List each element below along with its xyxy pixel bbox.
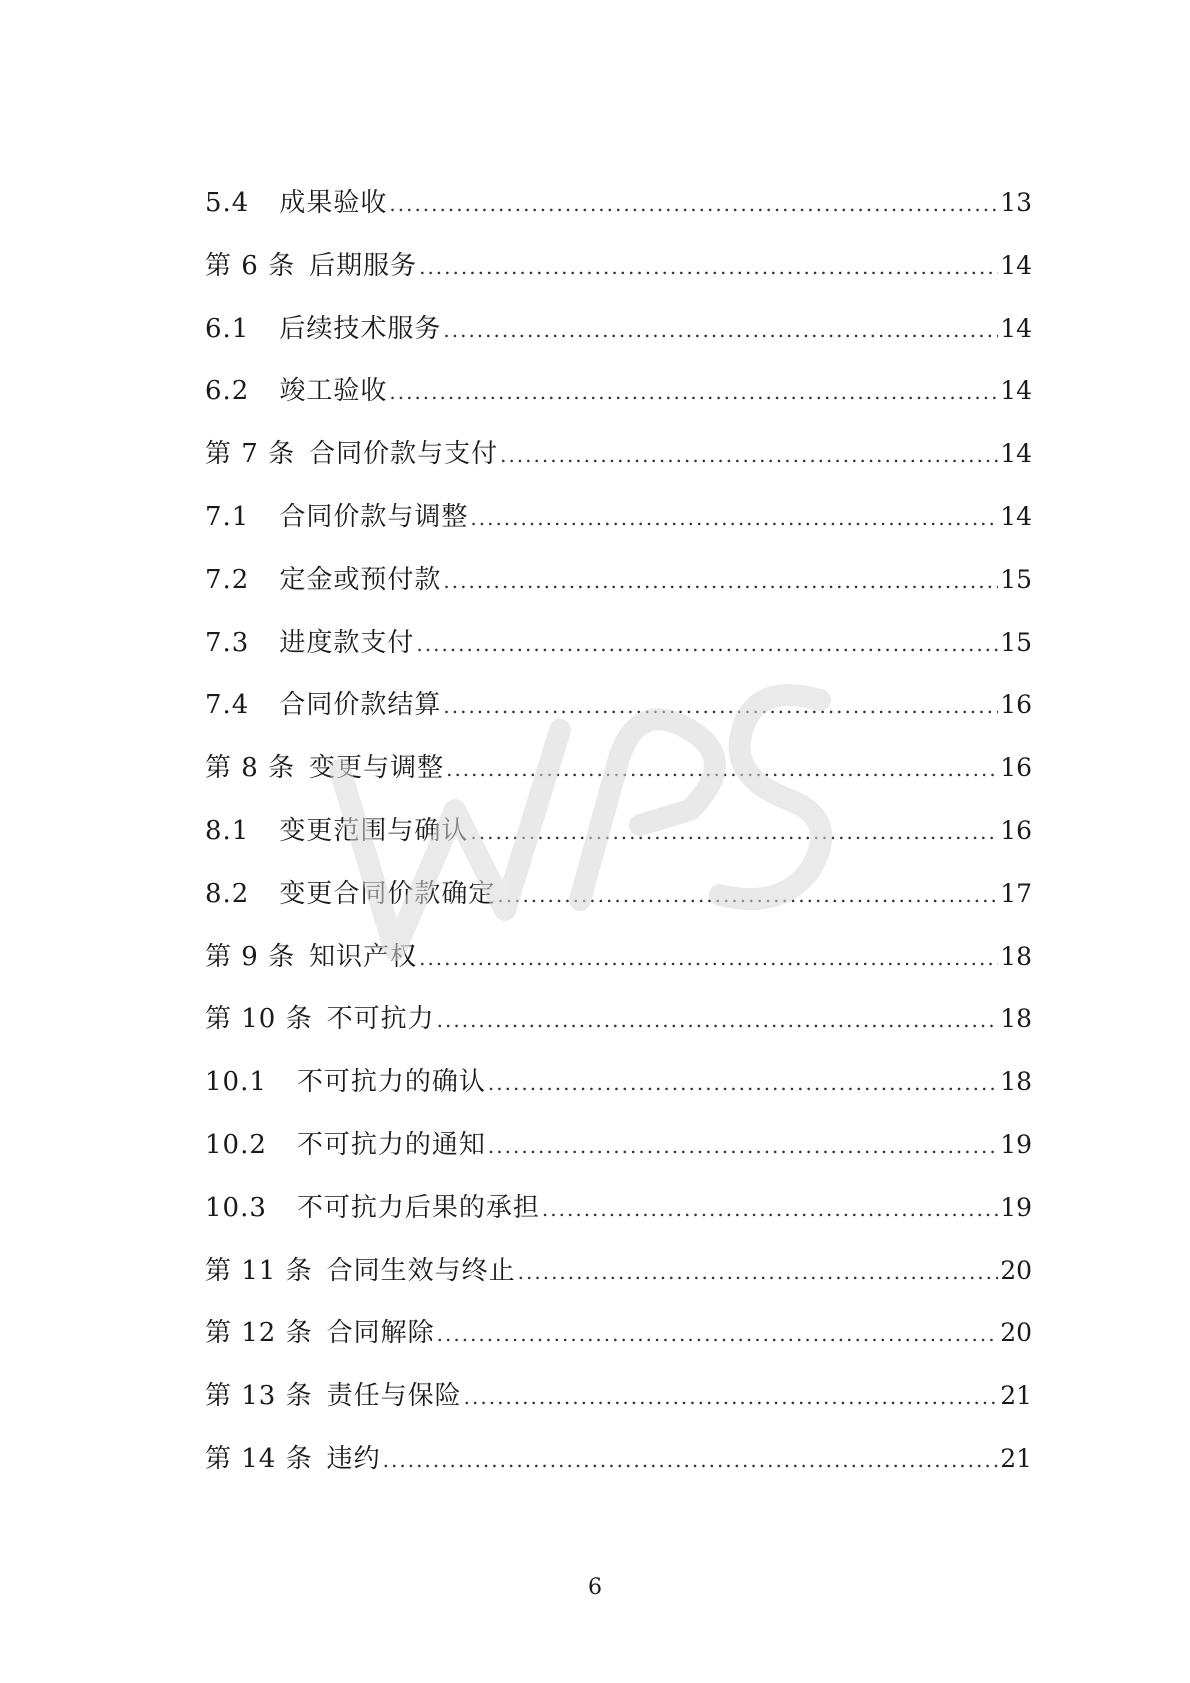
toc-entry[interactable] bbox=[205, 810, 1032, 873]
toc-entry-number: 5.4 bbox=[205, 188, 250, 218]
toc-dot-leader bbox=[416, 632, 998, 656]
toc-entry-title: 定金或预付款 bbox=[279, 564, 442, 595]
toc-dot-leader bbox=[443, 569, 998, 593]
toc-entry-title: 责任与保险 bbox=[326, 1381, 462, 1412]
toc-dot-leader bbox=[500, 443, 998, 467]
toc-entry-title: 变更范围与确认 bbox=[279, 815, 469, 846]
toc-entry-page: 20 bbox=[1000, 1255, 1032, 1285]
toc-entry-page: 19 bbox=[1000, 1129, 1032, 1159]
toc-entry-number: 第 12 条 bbox=[205, 1318, 313, 1349]
toc-entry-page: 15 bbox=[1000, 627, 1032, 657]
page-number: 6 bbox=[588, 1575, 602, 1600]
toc-entry-number: 7.2 bbox=[205, 564, 250, 595]
toc-entry-page: 16 bbox=[1000, 753, 1032, 783]
toc-dot-leader bbox=[446, 757, 998, 781]
toc-entry[interactable] bbox=[205, 1312, 1032, 1375]
toc-entry-number: 7.1 bbox=[205, 501, 250, 532]
toc-entry[interactable] bbox=[205, 308, 1032, 371]
toc-entry-page: 14 bbox=[1000, 439, 1032, 469]
toc-entry-title: 成果验收 bbox=[279, 188, 388, 218]
toc-entry[interactable] bbox=[205, 998, 1032, 1061]
toc-entry-title: 合同生效与终止 bbox=[326, 1255, 516, 1286]
toc-entry-page: 21 bbox=[1000, 1443, 1032, 1473]
toc-entry-number: 7.4 bbox=[205, 690, 250, 721]
toc-entry-title: 变更与调整 bbox=[309, 753, 445, 784]
toc-entry-number: 第 9 条 bbox=[205, 941, 296, 972]
toc-entry-title: 变更合同价款确定 bbox=[279, 878, 496, 909]
toc-entry-title: 合同价款与支付 bbox=[309, 439, 499, 470]
toc-entry[interactable] bbox=[205, 747, 1032, 810]
toc-entry-number: 10.1 bbox=[205, 1067, 267, 1098]
toc-entry-page: 16 bbox=[1000, 815, 1032, 845]
toc-dot-leader bbox=[518, 1260, 999, 1284]
toc-entry[interactable] bbox=[205, 684, 1032, 747]
toc-entry[interactable] bbox=[205, 496, 1032, 559]
toc-entry[interactable] bbox=[205, 622, 1032, 685]
toc-entry-title: 进度款支付 bbox=[279, 627, 415, 658]
toc-entry-page: 18 bbox=[1000, 1004, 1032, 1034]
toc-entry-number: 第 14 条 bbox=[205, 1443, 313, 1474]
toc-entry-title: 竣工验收 bbox=[279, 376, 388, 407]
toc-dot-leader bbox=[470, 506, 998, 530]
toc-entry[interactable] bbox=[205, 936, 1032, 999]
toc-entry-number: 第 6 条 bbox=[205, 250, 296, 281]
toc-entry[interactable] bbox=[205, 433, 1032, 496]
toc-dot-leader bbox=[497, 883, 998, 907]
toc-entry[interactable] bbox=[205, 1438, 1032, 1501]
toc-entry-page: 14 bbox=[1000, 501, 1032, 531]
toc-entry[interactable] bbox=[205, 1061, 1032, 1124]
toc-entry-number: 7.3 bbox=[205, 627, 250, 658]
toc-entry-number: 第 10 条 bbox=[205, 1004, 313, 1035]
toc-entry-page: 15 bbox=[1000, 564, 1032, 594]
toc-entry-title: 合同解除 bbox=[326, 1318, 435, 1349]
toc-entry[interactable] bbox=[205, 182, 1032, 245]
toc-entry-title: 合同价款与调整 bbox=[279, 501, 469, 532]
toc-entry-title: 违约 bbox=[326, 1443, 381, 1474]
toc-entry-page: 14 bbox=[1000, 250, 1032, 280]
toc-entry[interactable] bbox=[205, 1375, 1032, 1438]
toc-dot-leader bbox=[419, 255, 998, 279]
toc-entry-number: 6.2 bbox=[205, 376, 250, 407]
toc-entry-number: 10.2 bbox=[205, 1129, 267, 1160]
table-of-contents bbox=[205, 182, 1032, 1501]
toc-dot-leader bbox=[488, 1134, 998, 1158]
toc-entry[interactable] bbox=[205, 1124, 1032, 1187]
toc-entry-title: 不可抗力的确认 bbox=[296, 1067, 486, 1098]
toc-entry-title: 不可抗力后果的承担 bbox=[296, 1192, 540, 1223]
toc-dot-leader bbox=[488, 1071, 998, 1095]
toc-entry-page: 16 bbox=[1000, 690, 1032, 720]
toc-entry[interactable] bbox=[205, 245, 1032, 308]
toc-entry[interactable] bbox=[205, 370, 1032, 433]
toc-entry-page: 14 bbox=[1000, 313, 1032, 343]
toc-dot-leader bbox=[419, 946, 998, 970]
toc-entry-number: 第 13 条 bbox=[205, 1381, 313, 1412]
toc-entry-page: 17 bbox=[1000, 878, 1032, 908]
toc-entry-page: 18 bbox=[1000, 941, 1032, 971]
toc-dot-leader bbox=[443, 318, 998, 342]
toc-entry-title: 不可抗力 bbox=[326, 1004, 435, 1035]
toc-entry-number: 6.1 bbox=[205, 313, 250, 344]
toc-entry-page: 20 bbox=[1000, 1318, 1032, 1348]
toc-entry-title: 不可抗力的通知 bbox=[296, 1129, 486, 1160]
toc-entry-number: 第 8 条 bbox=[205, 753, 296, 784]
toc-dot-leader bbox=[437, 1008, 999, 1032]
toc-entry[interactable] bbox=[205, 1187, 1032, 1250]
toc-entry-number: 8.1 bbox=[205, 815, 250, 846]
toc-entry-number: 10.3 bbox=[205, 1192, 267, 1223]
toc-entry-page: 13 bbox=[1000, 188, 1032, 217]
toc-dot-leader bbox=[470, 820, 998, 844]
toc-entry-number: 第 7 条 bbox=[205, 439, 296, 470]
toc-entry[interactable] bbox=[205, 873, 1032, 936]
toc-entry[interactable] bbox=[205, 559, 1032, 622]
toc-dot-leader bbox=[443, 694, 998, 718]
toc-entry-number: 第 11 条 bbox=[205, 1255, 313, 1286]
toc-entry-title: 知识产权 bbox=[309, 941, 418, 972]
toc-entry-title: 后续技术服务 bbox=[279, 313, 442, 344]
toc-dot-leader bbox=[464, 1385, 999, 1409]
toc-entry-title: 后期服务 bbox=[309, 250, 418, 281]
toc-entry-title: 合同价款结算 bbox=[279, 690, 442, 721]
toc-entry-page: 18 bbox=[1000, 1067, 1032, 1097]
toc-dot-leader bbox=[542, 1197, 998, 1221]
toc-entry[interactable] bbox=[205, 1250, 1032, 1313]
toc-dot-leader bbox=[389, 192, 998, 216]
toc-dot-leader bbox=[383, 1448, 999, 1472]
toc-entry-number: 8.2 bbox=[205, 878, 250, 909]
toc-entry-page: 21 bbox=[1000, 1381, 1032, 1411]
toc-dot-leader bbox=[437, 1322, 999, 1346]
toc-dot-leader bbox=[389, 380, 998, 404]
toc-entry-page: 14 bbox=[1000, 376, 1032, 406]
toc-entry-page: 19 bbox=[1000, 1192, 1032, 1222]
